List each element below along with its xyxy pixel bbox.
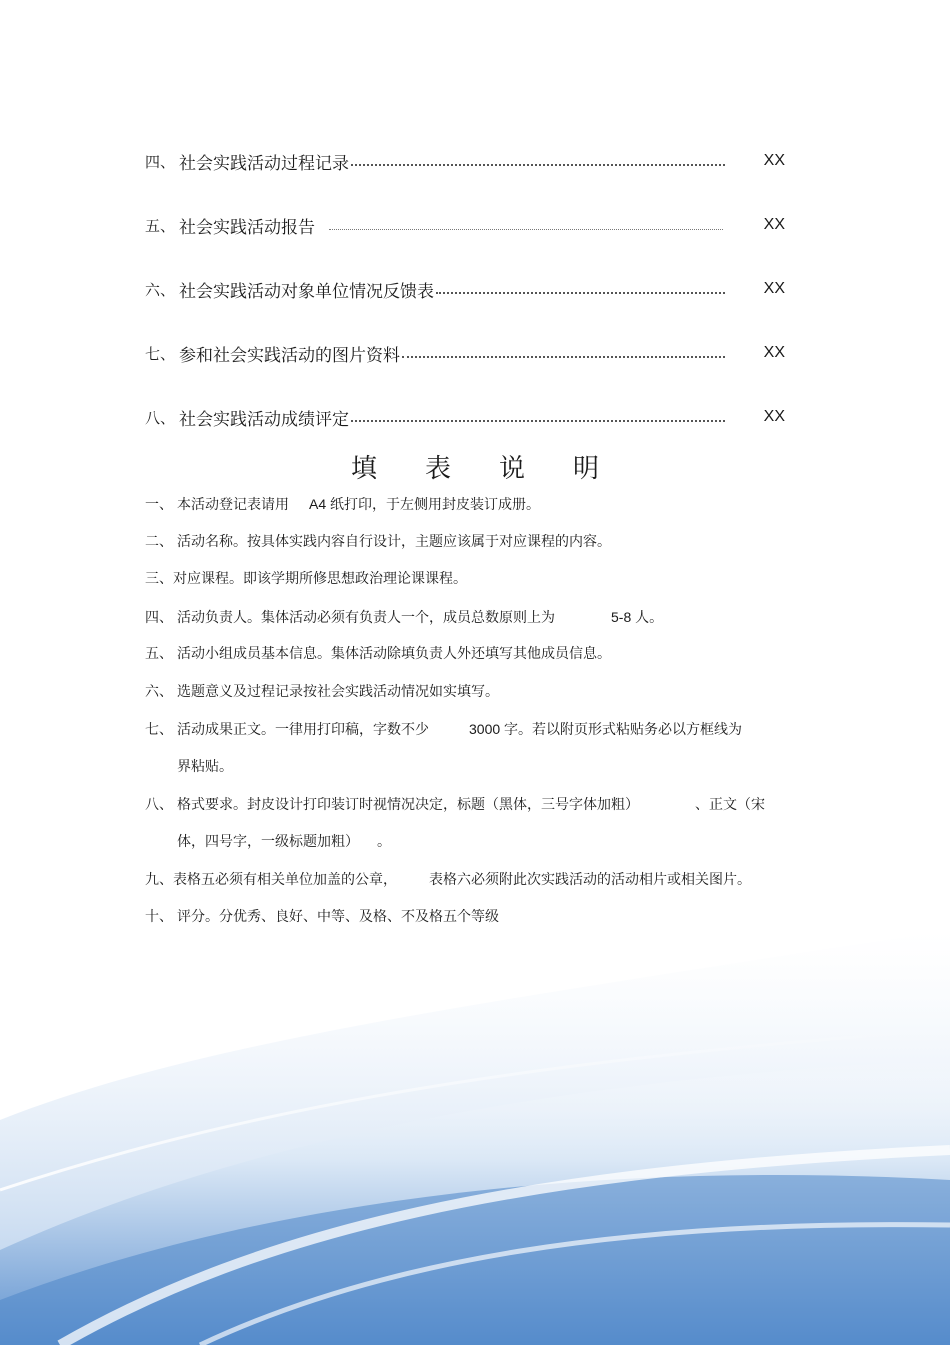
instruction-number: 八、 [145, 797, 173, 813]
toc-page: XX [763, 152, 785, 169]
instruction-continuation: 界粘贴。 [177, 759, 233, 775]
toc-page: XX [763, 344, 785, 361]
toc-row[interactable] [145, 148, 785, 174]
instruction-number: 一、 [145, 497, 173, 513]
instruction-item: 五、 活动小组成员基本信息。集体活动除填负责人外还填写其他成员信息。 [145, 646, 611, 662]
toc-title: 参和社会实践活动的图片资料 [179, 345, 400, 366]
toc-number: 四、 [145, 152, 176, 171]
toc-leader-dots [351, 406, 725, 422]
toc-title: 社会实践活动过程记录 [179, 153, 349, 174]
instruction-item: 二、 活动名称。按具体实践内容自行设计，主题应该属于对应课程的内容。 [145, 534, 611, 550]
instruction-number: 十、 [145, 909, 173, 925]
toc-leader-dots [351, 150, 725, 166]
toc-page: XX [763, 216, 785, 233]
instruction-item: 六、 选题意义及过程记录按社会实践活动情况如实填写。 [145, 684, 499, 700]
instruction-item: 八、 格式要求。封皮设计打印装订时视情况决定，标题（黑体，三号字体加粗） 、正文（宋 [145, 797, 765, 813]
instruction-item: 三、对应课程。即该学期所修思想政治理论课课程。 [145, 571, 467, 587]
toc-leader-dots [436, 278, 725, 294]
instruction-continuation: 体，四号字，一级标题加粗） 。 [177, 834, 391, 850]
toc-row[interactable] [145, 404, 785, 430]
toc-title: 社会实践活动报告 [179, 217, 315, 238]
instruction-number: 九、 [145, 872, 173, 888]
toc-title: 社会实践活动对象单位情况反馈表 [179, 281, 434, 302]
instruction-number: 七、 [145, 722, 173, 738]
instructions-heading: 填表说明 [350, 454, 647, 484]
toc-leader-dots [402, 342, 725, 358]
toc-leader-dots [329, 215, 723, 230]
instruction-item: 一、 本活动登记表请用 A4 纸打印，于左侧用封皮装订成册。 [145, 496, 541, 513]
instruction-number: 四、 [145, 610, 173, 626]
toc-number: 八、 [145, 408, 176, 427]
toc-number: 七、 [145, 344, 176, 363]
toc-row[interactable] [145, 212, 785, 238]
toc-number: 六、 [145, 280, 176, 299]
instruction-item: 九、表格五必须有相关单位加盖的公章， 表格六必须附此次实践活动的活动相片或相关图片。 [145, 872, 751, 888]
toc-number: 五、 [145, 216, 176, 235]
toc-page: XX [763, 280, 785, 297]
instruction-item: 四、 活动负责人。集体活动必须有负责人一个，成员总数原则上为 5-8 人。 [145, 609, 664, 626]
instruction-item: 十、 评分。分优秀、良好、中等、及格、不及格五个等级 [145, 909, 499, 925]
toc-page: XX [763, 408, 785, 425]
toc-row[interactable] [145, 340, 785, 366]
toc-title: 社会实践活动成绩评定 [179, 409, 349, 430]
instruction-number: 二、 [145, 534, 173, 550]
instruction-item: 七、 活动成果正文。一律用打印稿，字数不少 3000 字。若以附页形式粘贴务必以方框线为 [145, 721, 743, 738]
instruction-number: 三、 [145, 571, 173, 587]
instruction-number: 五、 [145, 646, 173, 662]
instruction-number: 六、 [145, 684, 173, 700]
toc-row[interactable] [145, 276, 785, 302]
